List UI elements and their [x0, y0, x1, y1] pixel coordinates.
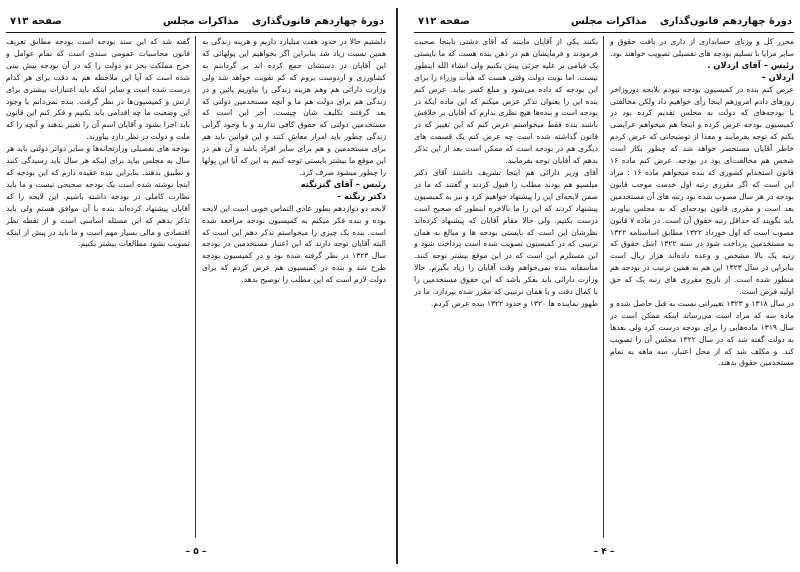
column-right: [202, 36, 386, 538]
paragraph: محرر کل و وزنای حسابداری از داری در یافت حقوق و سایر مزایا با تسلیم بودجه های تفصیلی تصویب خواهند بود.: [610, 37, 794, 58]
paragraph: دلشتیم حالا در حدود هفت میلیارد داریم و هزینه زندگی به همین نسبت زیاد شد بنابراین اگر بخواهیم این پولهائی که این آقایان در دستشان جمع کرده اند بر گرداننم به کشاورزی و اردوست بروم که کم تقویت خواهد شد ولی وزارت دارائی هم وهم هزینه زندگی را بیاوریم پائین و در زندگی هم برای دولت هم ما و آنچه مستخدمین دولتی که بعد گرفتند تکلیف شان چیست. آخر این است که مستخدمین دولتی که حقوق کافی ندارند و با وجود گرانی زندگی چطور باید امرار معاش کنند و این قوانین باید هم برای مستخدمین و هم برای سایر افراد باشد و آن هم در این موقع ما بیشتر بایستی توجه کنیم به این که آیا این پولها را چطور میشود صرف کرد.: [202, 37, 386, 177]
header-center: مذاکرات مجلس: [162, 16, 239, 27]
speaker-line: رئیس – آقای گنزنگته: [300, 178, 386, 189]
paragraph: آقای وزیر دارائی هم اینجا تشریف داشتند آقای دکتر میلسپو هم بودند مطلب را قبول کردند و گفتند که ما در ضمن لایحه‌ای این را پیشنهاد خواهیم کرد و نیز به کمیسیون پیشنهاد کردند که این را ما بالاخره اینطور که صحیح است درست بکنیم. ولی حالا مقام آقایان که پیشنهاد کرده‌اند نظرشان این است که بایستی بودجه ها و مبالغ به همان ترتیبی که در کمیسیون تصویب شده است پرداخت شود و این مستلزم این است که در این موقع بیشتر توجه کنند. متأسفانه بنده نمی‌خواهم وقت آقایان را زیاد بگیرم. حالا وزارت دارائی باید بفکر باشد که این حقوق مستخدمین را با کمال دقت و با همان ترتیبی که مقرر شده بپردازد. ما در ظهور نماینده ها ۱۳۲۰ و حدود ۱۳۲۲ بنده عرض کردم.: [414, 167, 598, 308]
paragraph: بکنند یکی از آقایان ماینند که آقای دشتی باینجا صحبت فرمودند و فرمایشان هم در ذهن بنده هست که ما بایستی یک قیامی بر علیه جزئی پیش بکنیم ولی انشاء الله اینطور نیست. اما نوبت دولت وقتی هست که هیأت وزراء را برای این بودجه که داده می‌شود و مبلغ کسر بیاید. عرض کنم بنده این را بعنوان تذکر عرض میکنم که این ماده ایکه در بودجه است و بنده‌ها هیچ نظری ندارم که آقایان بر خلافش باشند بنده فقط میخواستم عرض کنم که این تغییر که در قانون گذاشته شده است چه عرض کنم یک قسمت های دیگری هم در بودجه است که ممکن است بعد از این تذکر بدهم که آقایان توجه بفرمایند.: [414, 37, 598, 166]
header-page-label: صفحه ۷۱۲: [418, 16, 470, 27]
speaker-line: رئیس – آقای اردلان .: [707, 59, 794, 70]
header-title: دورهٔ چهاردهم قانون‌گذاری: [659, 16, 792, 27]
page-header: [6, 12, 386, 33]
header-page-label: صفحه ۷۱۳: [10, 16, 62, 27]
paragraph: عرض کنم بنده در کمیسیون بودجه نبودم بلابجه دوروزاخر روزهای دادم امروزهم اینجا رأی خواهیم داد ولکن مخالفتی با بودجه‌های که دولت به مجلس تقدیم کرده بود در کمیسیون بودجه عرض کرده و اینجا هم میخواهم عرایضی بکنم که توجه بفرمایند و معذا از توضیحاتی که عرض کردم خاطر آقایان مستحضر خواهد شد که چطور بکار است شخص هم مخالفت‌ای بود در بودجه. عرض کنم ماده ۱۶ قانون استخدام کشوری که بنده میخواهم ماده ۱۶ : مراد این است که اگر مقرری رتبه اول خدمت موجب قانون بودجه در هر سال مصوب شده بود رتبه های آن مستخدمین بعد است و مقرری قانون بودجه‌ای که به مجلس بیاورند باید بگویند که حداقل رتبه حقوق آن است. در ماده ۷ قانون مصوب است که اول خورداد ۱۳۲۲ مطابق اساسنامه ۱۳۲۲ به مستخدمین پرداخت شود در سنه ۱۳۲۲ اشل حقوق که رتبه یک بالا مشخص و وعده داده‌اند هزار ریال است بنابراین در سال ۱۳۲۳ این هم به همین ترتیب در بودجه هم منظور شده است. از تاریخ مقرری های رتبه یک که حق اولیه فرض است.: [610, 84, 794, 297]
header-title: دورهٔ چهاردهم قانون‌گذاری: [251, 16, 384, 27]
page-header: [414, 12, 794, 33]
body-columns: [6, 36, 386, 538]
paragraph: در سال ۱۳۱۸ و ۱۳۲۳ تغییراتی نسبت به قبل حاصل شده و ماده سه که مراد است می‌رساند اینکه ممکن است در سال ۱۳۱۹ ماده‌هایی را برای بودجه درست کرد ولی بعدها به دولت گفته شد که در سال ۱۳۲۲ مجلس آن را تصویب کند. و مکلف شد که از محل اعتبار، سه ماهه به تمام مستخدمین حقوق بدهند.: [610, 298, 794, 368]
column-left: [6, 36, 190, 538]
page-712: [414, 12, 794, 560]
body-columns: [414, 36, 794, 538]
column-right: [610, 36, 794, 538]
paragraph: گفته شد که این سند بودجه است بودجه مطابق تعریف قانون محاسبات عمومی سندی است که تمام عوامل و خرج مملکت بجز دو دولت را که در آن بودجه پیش بینی شده است که آیا این ملاحظه هم به دقت برای هر کدام درست شده است و سایر اینکه باید اعتبارات بیشتری برای ارتش و کمیسیون‌ها در نظر گرفت. بنده نمی‌دانم با وجود این وضعیت ما چه اقدامی باید بکنیم و فکر کنم این قانون باید اجرا بشود و آقایان اسم آن را تغییر بدهند و آنچه را که ملت و دولت در نظر دارد بیاورند.: [6, 37, 190, 142]
column-divider: [603, 36, 604, 538]
speaker-line: دکتر زنگنه –: [336, 190, 386, 201]
page-713: [6, 12, 386, 560]
page-number: – ۴ –: [593, 547, 615, 557]
page-number: – ۵ –: [185, 547, 207, 557]
column-divider: [195, 36, 196, 538]
paragraph: بودجه های تفصیلی وزارتخانه‌ها و سایر دوائر دولتی باید هر سال به مجلس بیاید برای اینکه هر سال باید رسیدگی کنند و تطبیق بدهند. بنابراین بنده عقیده دارم که این بودجه که اینجا نوشته شده است یک بودجه صحیحی نیست و ما باید نظارت کاملی در بودجه داشته باشیم. این لایحه را که آقایان پیشنهاد کرده‌اند بنده با آن موافق هستم ولی باید تذکر بدهم که این مسئله اساسی است و از نقطه نظر اقتصادی و مالی بسیار مهم است و ما باید در پیش از اینکه تصویب بشود مطالعات بیشتر بکنیم.: [6, 144, 190, 249]
paragraph: لایحه دو دوازدهم بطور عادی التماس خوبی است این لایحه بوده و بنده فکر میکنم به کمیسیون بودجه مراجعه شده است. بنده یک چیزی را میخواستم تذکر دهم این است که البته آقایان توجه دارند که این اعتبار مستخدمین در بودجه سال ۱۳۲۳ در نظر گرفته شده بود و در کمیسیون بودجه طرح شد و بنده در کمیسیون هم عرض کردم که برای دولت لازم است که این مطلب را توضیح بدهد.: [202, 203, 386, 285]
speaker-line: اردلان –: [761, 71, 794, 82]
center-gutter-divider: [396, 8, 398, 564]
header-center: مذاکرات مجلس: [570, 16, 647, 27]
column-left: [414, 36, 598, 538]
